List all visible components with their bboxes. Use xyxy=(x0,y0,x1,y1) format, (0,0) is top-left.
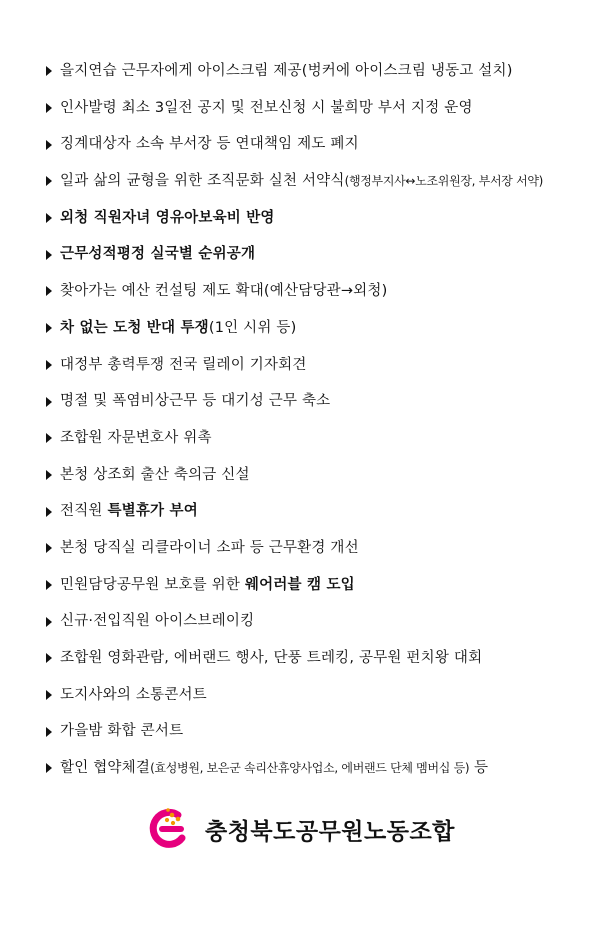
triangle-bullet-icon xyxy=(46,250,52,260)
list-item-text xyxy=(60,687,207,703)
list-item-text xyxy=(60,210,275,226)
list-item xyxy=(0,750,600,787)
item-text: 조합원 자문변호사 위촉 xyxy=(60,429,212,446)
item-text: 대정부 총력투쟁 전국 릴레이 기자회견 xyxy=(60,356,307,373)
list-item-text xyxy=(60,503,198,519)
list-item-text xyxy=(60,650,482,666)
list-item-text xyxy=(60,577,355,593)
item-text: 을지연습 근무자에게 아이스크림 제공(벙커에 아이스크림 냉동고 설치) xyxy=(60,63,513,79)
triangle-bullet-icon xyxy=(46,507,52,517)
list-item xyxy=(0,273,600,310)
triangle-bullet-icon xyxy=(46,727,52,737)
item-text: 할인 협약체결 xyxy=(60,760,151,777)
list-item xyxy=(0,310,600,347)
item-text: 전직원 xyxy=(60,503,108,520)
list-item-text xyxy=(60,283,387,299)
note-text: (행정부지사↔노조위원장, 부서장 서약) xyxy=(344,174,544,189)
triangle-bullet-icon xyxy=(46,140,52,150)
list-item-text xyxy=(60,723,183,739)
triangle-bullet-icon xyxy=(46,323,52,333)
note-text: (효성병원, 보은군 속리산휴양사업소, 에버랜드 단체 멤버십 등) xyxy=(150,761,470,776)
emphasized-text: 근무성적평정 실국별 순위공개 xyxy=(60,246,256,263)
list-item xyxy=(0,126,600,163)
triangle-bullet-icon xyxy=(46,617,52,627)
emphasized-text: 웨어러블 캠 도입 xyxy=(244,576,355,593)
item-text: 일과 삶의 균형을 위한 조직문화 실천 서약식 xyxy=(60,173,345,190)
list-item xyxy=(0,713,600,750)
triangle-bullet-icon xyxy=(46,360,52,370)
achievement-list xyxy=(0,53,600,787)
list-item-text xyxy=(60,613,254,629)
list-item xyxy=(0,677,600,714)
list-item xyxy=(0,236,600,273)
list-item-text xyxy=(60,357,307,373)
item-text: 조합원 영화관람, 에버랜드 행사, 단풍 트레킹, 공무원 펀치왕 대회 xyxy=(60,650,483,666)
triangle-bullet-icon xyxy=(46,653,52,663)
item-text: 명절 및 폭염비상근무 등 대기성 근무 축소 xyxy=(60,393,331,410)
union-logo-icon xyxy=(145,806,191,852)
list-item-text xyxy=(60,540,359,556)
list-item-text xyxy=(60,246,255,262)
triangle-bullet-icon xyxy=(46,176,52,186)
footer-branding xyxy=(145,804,455,854)
list-item xyxy=(0,457,600,494)
list-item-text xyxy=(60,100,473,116)
triangle-bullet-icon xyxy=(46,66,52,76)
list-item xyxy=(0,640,600,677)
organization-name: 충청북도공무원노동조합 xyxy=(205,818,455,845)
triangle-bullet-icon xyxy=(46,580,52,590)
list-item xyxy=(0,90,600,127)
item-text: 신규·전입직원 아이스브레이킹 xyxy=(60,613,255,630)
item-text: 찾아가는 예산 컨설팅 제도 확대(예산담당관→외청) xyxy=(60,283,388,300)
item-text: 본청 상조회 출산 축의금 신설 xyxy=(60,466,250,483)
triangle-bullet-icon xyxy=(46,433,52,443)
list-item xyxy=(0,530,600,567)
list-item xyxy=(0,200,600,237)
item-text: (1인 시위 등) xyxy=(208,319,297,336)
triangle-bullet-icon xyxy=(46,763,52,773)
item-text: 가을밤 화합 콘서트 xyxy=(60,723,184,740)
list-item xyxy=(0,383,600,420)
triangle-bullet-icon xyxy=(46,286,52,296)
triangle-bullet-icon xyxy=(46,470,52,480)
triangle-bullet-icon xyxy=(46,397,52,407)
triangle-bullet-icon xyxy=(46,213,52,223)
list-item-text xyxy=(60,320,296,336)
list-item-text xyxy=(60,173,543,189)
list-item-text xyxy=(60,467,250,483)
list-item-text xyxy=(60,63,513,79)
triangle-bullet-icon xyxy=(46,103,52,113)
item-text: 민원담당공무원 보호를 위한 xyxy=(60,576,245,593)
item-text: 등 xyxy=(469,760,489,777)
triangle-bullet-icon xyxy=(46,543,52,553)
list-item xyxy=(0,420,600,457)
item-text: 징계대상자 소속 부서장 등 연대책임 제도 폐지 xyxy=(60,136,359,153)
item-text: 인사발령 최소 3일전 공지 및 전보신청 시 불희망 부서 지정 운영 xyxy=(60,99,473,116)
list-item xyxy=(0,347,600,384)
list-item xyxy=(0,163,600,200)
list-item-text xyxy=(60,136,359,152)
list-item-text xyxy=(60,393,330,409)
emphasized-text: 차 없는 도청 반대 투쟁 xyxy=(60,319,209,336)
list-item xyxy=(0,603,600,640)
list-item xyxy=(0,53,600,90)
item-text: 본청 당직실 리클라이너 소파 등 근무환경 개선 xyxy=(60,539,359,556)
list-item-text xyxy=(60,430,212,446)
emphasized-text: 외청 직원자녀 영유아보육비 반영 xyxy=(60,209,275,226)
list-item-text xyxy=(60,760,488,776)
list-item xyxy=(0,493,600,530)
item-text: 도지사와의 소통콘서트 xyxy=(60,686,207,703)
list-item xyxy=(0,567,600,604)
emphasized-text: 특별휴가 부여 xyxy=(107,503,198,520)
triangle-bullet-icon xyxy=(46,690,52,700)
